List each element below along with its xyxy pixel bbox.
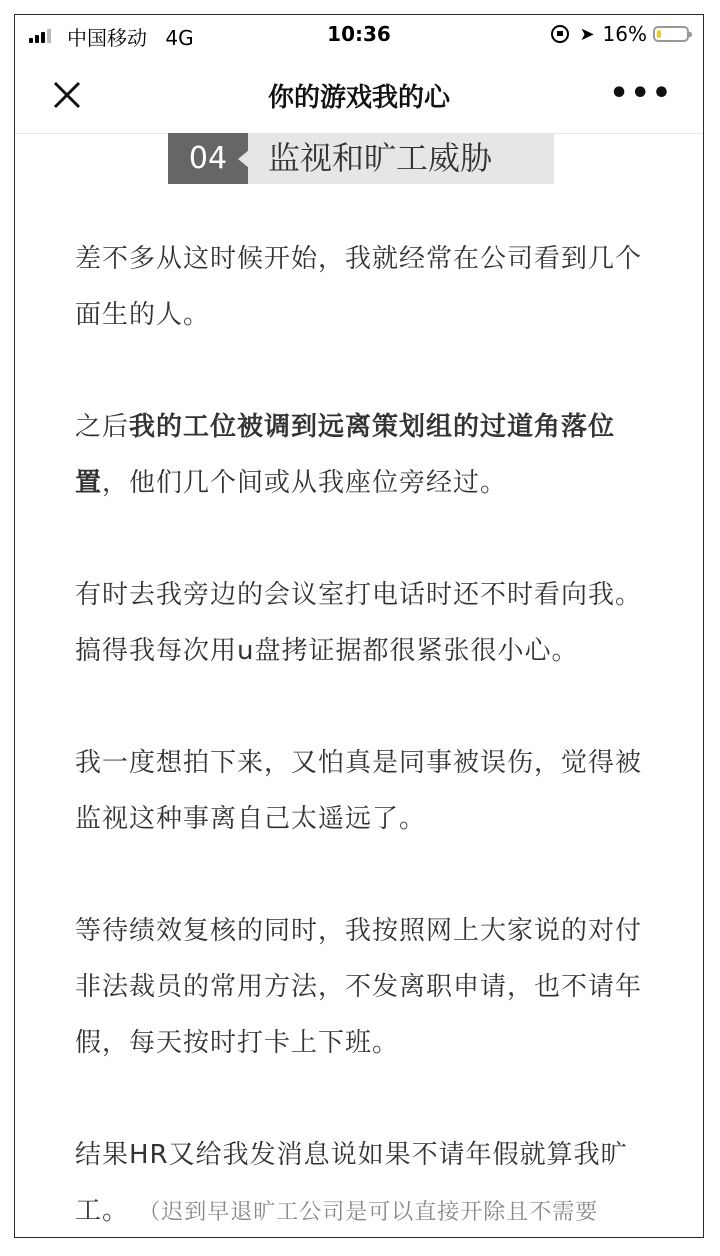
paragraph-2-bold: 我的工位被调到远离策划组的过道角落位置 bbox=[75, 412, 616, 498]
status-bar bbox=[15, 15, 703, 55]
location-arrow-icon: ➤ bbox=[579, 23, 595, 45]
paragraph-5: 等待绩效复核的同时，我按照网上大家说的对付非法裁员的常用方法，不发离职申请，也不请年假，每天按时打卡上下班。 bbox=[75, 916, 643, 1058]
paragraph-6 bbox=[75, 1127, 649, 1238]
rotation-lock-icon bbox=[551, 25, 569, 43]
more-options-icon[interactable]: ••• bbox=[609, 76, 673, 111]
section-title: 监视和旷工威胁 bbox=[248, 133, 554, 184]
carrier-name: 中国移动 bbox=[67, 26, 147, 50]
status-time: 10:36 bbox=[327, 22, 391, 46]
section-heading bbox=[168, 133, 554, 184]
paragraph-2 bbox=[75, 399, 649, 511]
article-body bbox=[75, 231, 649, 1238]
paragraph-6-note: （迟到早退旷工公司是可以直接开除且不需要 bbox=[138, 1200, 599, 1225]
paragraph-3: 有时去我旁边的会议室打电话时还不时看向我。搞得我每次用u盘拷证据都很紧张很小心。 bbox=[75, 580, 643, 666]
paragraph-2-suffix: ，他们几个间或从我座位旁经过。 bbox=[102, 468, 508, 498]
battery-fill bbox=[657, 30, 661, 38]
battery-percent: 16% bbox=[602, 22, 647, 46]
section-number: 04 bbox=[168, 133, 248, 184]
paragraph-1: 差不多从这时候开始，我就经常在公司看到几个面生的人。 bbox=[75, 244, 643, 330]
navigation-bar bbox=[15, 55, 703, 134]
page-title: 你的游戏我的心 bbox=[267, 83, 450, 113]
paragraph-6-main: 结果HR又给我发消息说如果不请年假就算我旷工。 bbox=[75, 1140, 628, 1226]
paragraph-2-prefix: 之后 bbox=[75, 412, 130, 442]
network-type: 4G bbox=[165, 26, 194, 50]
phone-screen bbox=[14, 14, 704, 1238]
battery-icon bbox=[653, 26, 689, 42]
paragraph-4: 我一度想拍下来，又怕真是同事被误伤，觉得被监视这种事离自己太遥远了。 bbox=[75, 748, 643, 834]
status-right bbox=[551, 22, 689, 46]
